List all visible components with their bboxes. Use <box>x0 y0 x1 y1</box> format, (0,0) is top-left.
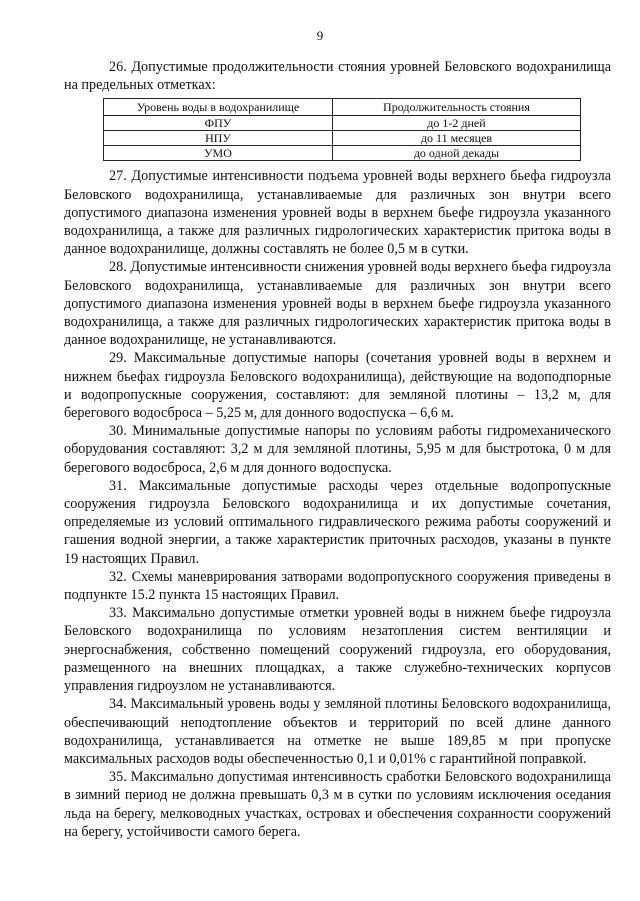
paragraph-33: 33. Максимально допустимые отметки уровней воды в нижнем бьефе гидроузла Беловского водохранилища по условиям незатопления систем вентиляции и энергоснабжения, собственно помещений сооружений гидроузла, его оборудования, размещенного на внешних площадках, а также служебно-технических корпусов управления гидроузлом не устанавливаются. <box>64 605 611 695</box>
paragraph-28: 28. Допустимые интенсивности снижения уровней воды верхнего бьефа гидроузла Беловского водохранилища, устанавливаемые для различных зон внутри всего допустимого диапазона изменения уровней воды в верхнем бьефе гидроузла указанного водохранилища, а также для различных гидрологических характеристик притока воды в данное водохранилище, не устанавливаются. <box>64 259 611 349</box>
table-cell-level: УМО <box>104 146 333 161</box>
table-row <box>104 116 581 131</box>
paragraph-26: 26. Допустимые продолжительности стояния уровней Беловского водохранилища на предельных отметках: <box>64 59 611 94</box>
paragraph-30: 30. Минимальные допустимые напоры по условиям работы гидромеханического оборудования составляют: 3,2 м для земляной плотины, 5,95 м для быстротока, 0 м для берегового водосброса, 2,6 м для донного водоспуска. <box>64 423 611 476</box>
column-header-duration: Продолжительность стояния <box>332 99 580 116</box>
paragraph-27: 27. Допустимые интенсивности подъема уровней воды верхнего бьефа гидроузла Беловского водохранилища, устанавливаемые для различных зон внутри всего допустимого диапазона изменения уровней воды в верхнем бьефе гидроузла указанного водохранилища, а также для различных гидрологических характеристик притока воды в данное водохранилище, должны составлять не более 0,5 м в сутки. <box>64 168 611 258</box>
paragraph-29: 29. Максимальные допустимые напоры (сочетания уровней воды в верхнем и нижнем бьефах гидроузла Беловского водохранилища), действующие на водоподпорные и водопропускные сооружения, составляют: для земляной плотины – 13,2 м, для берегового водосброса – 5,25 м, для донного водоспуска – 6,6 м. <box>64 350 611 422</box>
document-body <box>64 58 611 841</box>
table-cell-duration: до 1-2 дней <box>332 116 580 131</box>
table-cell-duration: до одной декады <box>332 146 580 161</box>
paragraph-32: 32. Схемы маневрирования затворами водопропускного сооружения приведены в подпункте 15.2 пункта 15 настоящих Правил. <box>64 568 611 604</box>
table-row <box>104 146 581 161</box>
column-header-level: Уровень воды в водохранилище <box>104 99 333 116</box>
paragraph-31: 31. Максимальные допустимые расходы через отдельные водопропускные сооружения гидроузла Беловского водохранилища и их допустимые сочетания, определяемые из условий оптимального гидравлического режима работы сооружений и гашения водной энергии, а также характеристик приточных расходов, указаны в пункте 19 настоящих Правил. <box>64 477 611 567</box>
page-number: 9 <box>316 28 324 43</box>
table-row <box>104 131 581 146</box>
table-cell-duration: до 11 месяцев <box>332 131 580 146</box>
table-cell-level: ФПУ <box>104 116 333 131</box>
table-cell-level: НПУ <box>104 131 333 146</box>
table-header-row <box>104 99 581 116</box>
water-level-duration-table <box>103 98 581 161</box>
paragraph-34: 34. Максимальный уровень воды у земляной плотины Беловского водохранилища, обеспечивающий неподтопление объектов и территорий по всей длине данного водохранилища, устанавливается на отметке не выше 189,85 м при пропуске максимальных расходов воды обеспеченностью 0,1 и 0,01% с гарантийной поправкой. <box>64 696 611 767</box>
paragraph-35: 35. Максимально допустимая интенсивность сработки Беловского водохранилища в зимний период не должна превышать 0,3 м в сутки по условиям исключения оседания льда на берегу, мелководных участках, островах и обеспечения сохранности сооружений на берегу, устойчивости самого берега. <box>64 769 611 840</box>
